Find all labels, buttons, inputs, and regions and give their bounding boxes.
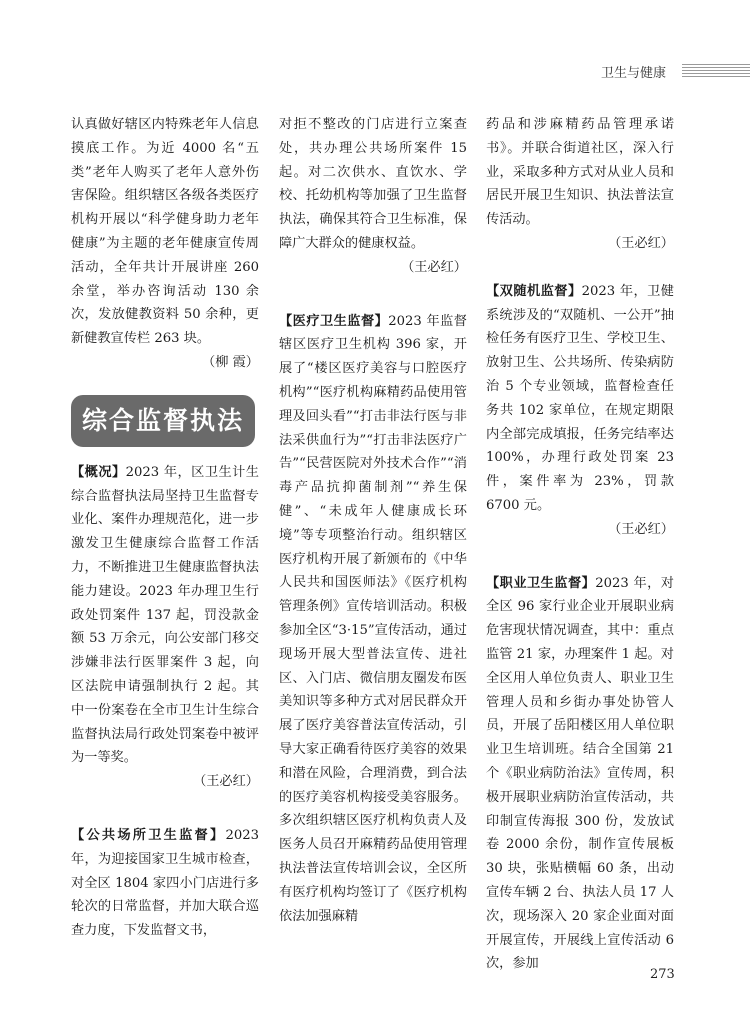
column-2 (279, 113, 467, 928)
medical-tag: 【医疗卫生监督】 (279, 313, 389, 329)
medical-text: 2023 年监督辖区医疗卫生机构 396 家，开展了“楼区医疗美容与口腔医疗机构”“医疗机构麻精药品使用管理及回头看”“打击非法行医与非法采供血行为”“打击非法医疗广告”“民营医院对外技术合作”“消毒产品抗抑菌制剂”“养生保健”、“未成年人健康成长环境”等专项整治行动。组织辖区医疗机构开展了新颁布的《中华人民共和国医师法》《医疗机构管理条例》宣传培训活动。积极参加全区“3·15”宣传活动，通过现场开展大型普法宣传、进社区、入门店、微信朋友圈发布医美知识等多种方式对居民群众开展了医疗美容普法宣传活动，引导大家正确看待医疗美容的效果和潜在风险，合理消费，到合法的医疗美容机构接受美容服务。多次组织辖区医疗机构负责人及医务人员召开麻精药品使用管理执法普法宣传培训会议，全区所有医疗机构均签订了《医疗机构依法加强麻精 (279, 313, 467, 924)
author-liu-xia: （柳 霞） (202, 354, 259, 370)
public-places-text: 2023 年，为迎接国家卫生城市检查，对全区 1804 家四小门店进行多轮次的日常监督，并加大联合巡查力度，下发监督文书， (71, 827, 259, 939)
paragraph-double-random (486, 280, 674, 518)
overview-tag: 【概况】 (71, 464, 126, 480)
occupational-text: 2023 年，对全区 96 家行业企业开展职业病危害现状情况调查，其中：重点监管 21 家，办理案件 1 起。对全区用人单位负责人、职业卫生管理人员和乡街办事处协管人员，开展了岳阳楼区用人单位职业卫生培训班。结合全国第 21 个《职业病防治法》宣传周，积极开展职业病防治宣传活动，共印制宣传海报 300 份，发放试卷 2000 余份，制作宣传展板 30 块，张贴横幅 60 条，出动宣传车辆 2 台、执法人员 17 人次，现场深入 20 家企业面对面开展宣传，开展线上宣传活动 6 次，参加 (486, 575, 674, 972)
public-places-tag: 【公共场所卫生监督】 (71, 827, 226, 843)
occupational-tag: 【职业卫生监督】 (486, 575, 596, 591)
author-overview: （王必红） (193, 774, 259, 790)
page-number: 273 (650, 967, 675, 982)
running-header-title: 卫生与健康 (601, 66, 667, 81)
section-title-banner: 综合监督执法 (71, 395, 255, 447)
paragraph-occupational (486, 572, 674, 977)
column-1 (71, 113, 259, 943)
double-random-tag: 【双随机监督】 (486, 283, 582, 299)
header-decorative-lines (682, 64, 750, 78)
paragraph-overview (71, 461, 259, 770)
author-medical: （王必红） (608, 235, 674, 251)
author-public-places: （王必红） (401, 259, 467, 275)
author-double-random: （王必红） (608, 521, 674, 537)
double-random-text: 2023 年，卫健系统涉及的“双随机、一公开”抽检任务有医疗卫生、学校卫生、放射卫生、公共场所、传染病防治 5 个专业领域，监督检查任务共 102 家单位，在规定期限内全部完成填报，任务完结率达 100%，办理行政处罚案 23 件，案件率为 23%，罚款 6700 元。 (486, 283, 674, 513)
paragraph-elderly-health: 认真做好辖区内特殊老年人信息摸底工作。为近 4000 名“五类”老年人购买了老年人意外伤害保险。组织辖区各级各类医疗机构开展以“科学健身助力老年健康”为主题的老年健康宣传周活动，全年共计开展讲座 260 余堂，举办咨询活动 130 余次，发放健教资料 50 余种，更新健教宣传栏 263 块。 (71, 117, 259, 347)
column-3 (486, 113, 674, 976)
paragraph-medical (279, 310, 467, 929)
overview-text: 2023 年，区卫生计生综合监督执法局坚持卫生监督专业化、案件办理规范化，进一步激发卫生健康综合监督工作活力，不断推进卫生健康监督执法能力建设。2023 年办理卫生行政处罚案件 137 起，罚没款金额 53 万余元，向公安部门移交涉嫌非法行医罪案件 3 起，向区法院申请强制执行 2 起。其中一份案卷在全市卫生计生综合监督执法局行政处罚案卷中被评为一等奖。 (71, 464, 259, 766)
paragraph-medical-cont: 药品和涉麻精药品管理承诺书》。并联合街道社区，深入行业，采取多种方式对从业人员和居民开展卫生知识、执法普法宣传活动。 (486, 117, 674, 228)
paragraph-public-places (71, 824, 259, 943)
paragraph-public-places-cont: 对拒不整改的门店进行立案查处，共办理公共场所案件 15 起。对二次供水、直饮水、学校、托幼机构等加强了卫生监督执法，确保其符合卫生标准，保障广大群众的健康权益。 (279, 117, 467, 251)
